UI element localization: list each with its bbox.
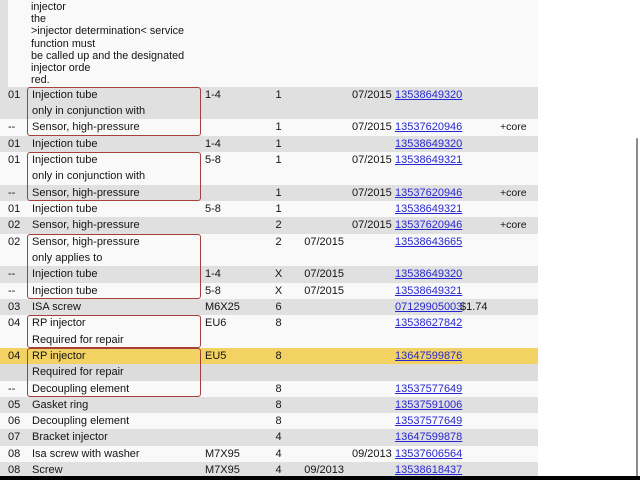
row-note-text: only in conjunction with bbox=[32, 170, 146, 183]
row-number: 08 bbox=[8, 464, 21, 477]
row-spec: EU5 bbox=[205, 349, 227, 362]
table-row-note bbox=[0, 332, 538, 348]
table-row[interactable] bbox=[0, 381, 538, 397]
row-description: RP injector bbox=[32, 317, 86, 330]
row-group bbox=[0, 136, 538, 152]
row-date-to: 07/2015 bbox=[352, 219, 392, 232]
part-number-link[interactable]: 13537620946 bbox=[395, 219, 463, 232]
row-qty: 1 bbox=[275, 137, 282, 150]
table-row[interactable] bbox=[0, 152, 538, 168]
table-row[interactable] bbox=[0, 87, 538, 103]
part-number-link[interactable]: 13537577649 bbox=[395, 382, 463, 395]
row-description: Injection tube bbox=[32, 268, 98, 281]
row-number: 01 bbox=[8, 202, 21, 215]
part-number-link[interactable]: 13538627842 bbox=[395, 317, 463, 330]
row-description: Sensor, high-pressure bbox=[32, 219, 140, 232]
table-row-note bbox=[0, 364, 538, 380]
row-date-from: 09/2013 bbox=[304, 464, 344, 477]
top-note-line: function must bbox=[31, 37, 96, 50]
row-group-boxed bbox=[0, 234, 538, 299]
part-number-link[interactable]: 13537577649 bbox=[395, 415, 463, 428]
row-qty: 8 bbox=[275, 415, 282, 428]
top-note-number-strip bbox=[0, 0, 8, 87]
row-number: 08 bbox=[8, 447, 21, 460]
row-date-from: 07/2015 bbox=[304, 268, 344, 281]
table-row[interactable] bbox=[0, 429, 538, 445]
row-description: Sensor, high-pressure bbox=[32, 121, 140, 134]
top-note-line: injector orde bbox=[31, 62, 91, 75]
row-number: 05 bbox=[8, 398, 21, 411]
part-number-link[interactable]: 13538649321 bbox=[395, 153, 463, 166]
row-number: 01 bbox=[8, 153, 21, 166]
row-date-to: 09/2013 bbox=[352, 447, 392, 460]
row-description: ISA screw bbox=[32, 300, 81, 313]
row-date-from: 07/2015 bbox=[304, 284, 344, 297]
row-note-text: only in conjunction with bbox=[32, 104, 146, 117]
row-number: 03 bbox=[8, 300, 21, 313]
part-number-link[interactable]: 13538649321 bbox=[395, 202, 463, 215]
row-group-boxed bbox=[0, 315, 538, 348]
row-qty: 8 bbox=[275, 382, 282, 395]
table-row-note bbox=[0, 168, 538, 184]
row-qty: 2 bbox=[275, 219, 282, 232]
part-number-link[interactable]: 13538643665 bbox=[395, 235, 463, 248]
row-group bbox=[0, 397, 538, 479]
row-number: 01 bbox=[8, 137, 21, 150]
row-spec: 1-4 bbox=[205, 268, 221, 281]
row-description: Bracket injector bbox=[32, 431, 108, 444]
table-row[interactable] bbox=[0, 266, 538, 282]
row-spec: 5-8 bbox=[205, 153, 221, 166]
part-number-link[interactable]: 13538649320 bbox=[395, 137, 463, 150]
row-description: Decoupling element bbox=[32, 415, 130, 428]
row-extra: $1.74 bbox=[460, 300, 488, 313]
row-description: Injection tube bbox=[32, 88, 98, 101]
row-note-text: Required for repair bbox=[32, 366, 124, 379]
row-number: 07 bbox=[8, 431, 21, 444]
row-qty: 1 bbox=[275, 121, 282, 134]
table-row[interactable] bbox=[0, 185, 538, 201]
part-number-link[interactable]: 13538649321 bbox=[395, 284, 463, 297]
row-description: Decoupling element bbox=[32, 382, 130, 395]
row-group-boxed bbox=[0, 348, 538, 397]
row-description: Injection tube bbox=[32, 284, 98, 297]
row-spec: 1-4 bbox=[205, 137, 221, 150]
row-description: Injection tube bbox=[32, 137, 98, 150]
row-qty: 4 bbox=[275, 431, 282, 444]
row-description: Isa screw with washer bbox=[32, 447, 140, 460]
row-date-from: 07/2015 bbox=[304, 235, 344, 248]
row-description: Screw bbox=[32, 464, 63, 477]
part-number-link[interactable]: 13537591006 bbox=[395, 398, 463, 411]
row-qty: 2 bbox=[275, 235, 282, 248]
table-row[interactable] bbox=[0, 217, 538, 233]
top-note-line: red. bbox=[31, 74, 50, 87]
table-row[interactable] bbox=[0, 201, 538, 217]
row-note-text: Required for repair bbox=[32, 333, 124, 346]
row-description: Sensor, high-pressure bbox=[32, 186, 140, 199]
table-row[interactable] bbox=[0, 397, 538, 413]
top-note-lines bbox=[31, 1, 184, 86]
rows bbox=[0, 87, 538, 479]
row-description: Injection tube bbox=[32, 153, 98, 166]
row-date-to: 07/2015 bbox=[352, 153, 392, 166]
row-number: -- bbox=[8, 121, 16, 134]
row-spec: M7X95 bbox=[205, 447, 240, 460]
part-number-link[interactable]: 13537620946 bbox=[395, 186, 463, 199]
row-group-boxed bbox=[0, 87, 538, 136]
row-number: 06 bbox=[8, 415, 21, 428]
part-number-link[interactable]: 13537606564 bbox=[395, 447, 463, 460]
row-qty: 8 bbox=[275, 349, 282, 362]
bottom-black-bar bbox=[0, 476, 640, 480]
top-note-block bbox=[0, 0, 538, 87]
top-note-line: >injector determination< service bbox=[31, 25, 185, 38]
row-description: Sensor, high-pressure bbox=[32, 235, 140, 248]
row-note-text: only applies to bbox=[32, 251, 103, 264]
row-spec: 5-8 bbox=[205, 284, 221, 297]
row-date-to: 07/2015 bbox=[352, 88, 392, 101]
row-group bbox=[0, 201, 538, 234]
row-spec: M7X95 bbox=[205, 464, 240, 477]
row-number: -- bbox=[8, 284, 16, 297]
row-spec: M6X25 bbox=[205, 300, 240, 313]
row-extra: +core bbox=[500, 186, 527, 199]
row-qty: 1 bbox=[275, 88, 282, 101]
table-row[interactable] bbox=[0, 299, 538, 315]
table-row[interactable] bbox=[0, 348, 538, 364]
part-number-link[interactable]: 13537620946 bbox=[395, 121, 463, 134]
table-row[interactable] bbox=[0, 234, 538, 250]
row-number: 01 bbox=[8, 88, 21, 101]
row-date-to: 07/2015 bbox=[352, 121, 392, 134]
row-spec: EU6 bbox=[205, 317, 227, 330]
row-number: 02 bbox=[8, 235, 21, 248]
row-number: -- bbox=[8, 382, 16, 395]
top-note-line: be called up and the designated bbox=[31, 49, 185, 62]
table-row[interactable] bbox=[0, 315, 538, 331]
row-number: 04 bbox=[8, 349, 21, 362]
table-row[interactable] bbox=[0, 446, 538, 462]
row-group-boxed bbox=[0, 152, 538, 201]
row-description: RP injector bbox=[32, 349, 86, 362]
row-group bbox=[0, 299, 538, 315]
part-number-link[interactable]: 13538649320 bbox=[395, 268, 463, 281]
table-row-note bbox=[0, 103, 538, 119]
table-row-note bbox=[0, 250, 538, 266]
part-number-link[interactable]: 13538649320 bbox=[395, 88, 463, 101]
row-number: -- bbox=[8, 186, 16, 199]
row-date-to: 07/2015 bbox=[352, 186, 392, 199]
row-qty: 8 bbox=[275, 317, 282, 330]
table-row[interactable] bbox=[0, 283, 538, 299]
part-number-link[interactable]: 07129905003 bbox=[395, 300, 463, 313]
row-qty: X bbox=[274, 268, 283, 281]
part-number-link[interactable]: 13647599876 bbox=[395, 349, 463, 362]
row-description: Gasket ring bbox=[32, 398, 89, 411]
row-qty: 1 bbox=[275, 202, 282, 215]
table-row[interactable] bbox=[0, 136, 538, 152]
row-qty: 1 bbox=[275, 153, 282, 166]
top-note-line: injector bbox=[31, 1, 66, 13]
table-row[interactable] bbox=[0, 413, 538, 429]
row-extra: +core bbox=[500, 219, 527, 232]
part-number-link[interactable]: 13538618437 bbox=[395, 464, 463, 477]
row-number: -- bbox=[8, 268, 16, 281]
row-spec: 5-8 bbox=[205, 202, 221, 215]
row-extra: +core bbox=[500, 121, 527, 134]
scrollbar-thumb[interactable] bbox=[636, 138, 638, 480]
row-qty: 4 bbox=[275, 447, 282, 460]
row-qty: X bbox=[274, 284, 283, 297]
part-number-link[interactable]: 13647599878 bbox=[395, 431, 463, 444]
row-number: 02 bbox=[8, 219, 21, 232]
row-qty: 6 bbox=[275, 300, 282, 313]
row-number: 04 bbox=[8, 317, 21, 330]
row-spec: 1-4 bbox=[205, 88, 221, 101]
row-qty: 1 bbox=[275, 186, 282, 199]
row-qty: 8 bbox=[275, 398, 282, 411]
table-row[interactable] bbox=[0, 119, 538, 135]
row-description: Injection tube bbox=[32, 202, 98, 215]
row-qty: 4 bbox=[275, 464, 282, 477]
top-note-line: the bbox=[31, 13, 47, 26]
